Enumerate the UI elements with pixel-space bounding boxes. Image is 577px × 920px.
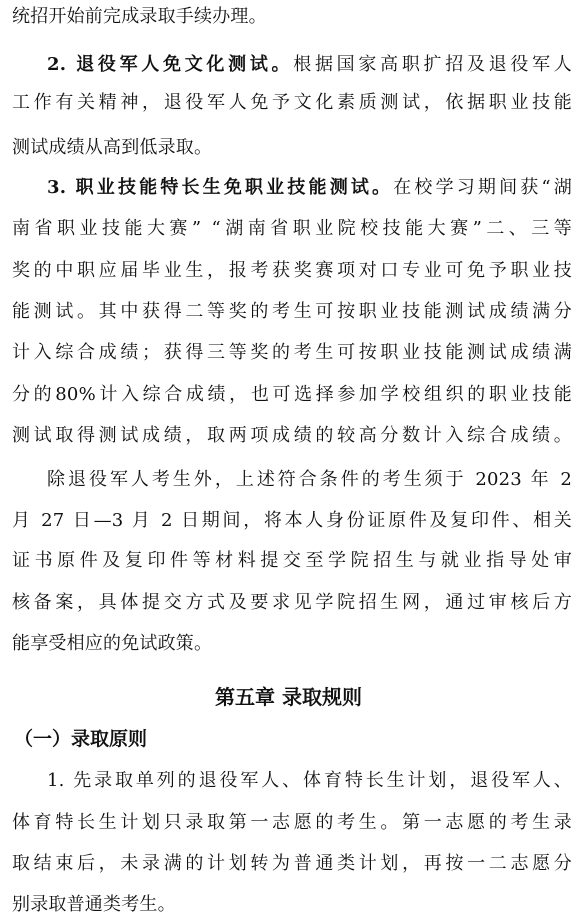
chapter-heading: 第五章 录取规则 <box>215 685 362 709</box>
text-span: 别录取普通类考生。 <box>12 894 176 915</box>
paragraph-line <box>12 90 572 116</box>
paragraph-line <box>47 52 572 78</box>
text-span: 南省职业技能大赛” “湖南省职业院校技能大赛”二、三等 <box>12 218 572 239</box>
text-span: 测试取得测试成绩，取两项成绩的较高分数计入综合成绩。 <box>12 425 572 446</box>
paragraph-line <box>47 467 572 493</box>
paragraph-line <box>12 892 572 918</box>
text-span: 测试成绩从高到低录取。 <box>12 137 213 158</box>
item-title: 3. 职业技能特长生免职业技能测试。 <box>47 177 394 198</box>
paragraph-line <box>12 631 572 657</box>
text-span: 奖的中职应届毕业生，报考获奖赛项对口专业可免予职业技 <box>12 260 572 281</box>
text-span: 取结束后，未录满的计划转为普通类计划，再按一二志愿分 <box>12 853 572 874</box>
text-span: 核备案，具体提交方式及要求见学院招生网，通过审核后方 <box>12 592 572 613</box>
paragraph-line <box>12 258 572 284</box>
paragraph-line <box>12 299 572 325</box>
paragraph-line <box>12 851 572 877</box>
paragraph-line <box>12 508 572 534</box>
text-span: 分的80%计入综合成绩，也可选择参加学校组织的职业技能 <box>12 384 572 405</box>
paragraph-line <box>12 810 572 836</box>
paragraph-line <box>12 382 572 408</box>
section-heading: （一）录取原则 <box>14 728 148 750</box>
item-title: 2. 退役军人免文化测试。 <box>47 54 294 75</box>
text-span: 工作有关精神，退役军人免予文化素质测试，依据职业技能 <box>12 92 572 113</box>
text-span: 体育特长生计划只录取第一志愿的考生。第一志愿的考生录 <box>12 812 572 833</box>
paragraph-line <box>12 340 572 366</box>
text-span: 计入综合成绩；获得三等奖的考生可按职业技能测试成绩满 <box>12 342 572 363</box>
paragraph-line <box>12 548 572 574</box>
text-span: 能测试。其中获得二等奖的考生可按职业技能测试成绩满分 <box>12 301 572 322</box>
paragraph-line <box>12 423 572 449</box>
text-span: 在校学习期间获“湖 <box>393 177 572 198</box>
paragraph-line <box>47 768 572 794</box>
paragraph-line <box>12 4 572 30</box>
text-span: 月 27 日—3 月 2 日期间，将本人身份证原件及复印件、相关 <box>12 510 572 531</box>
paragraph-line <box>12 135 572 161</box>
text-span: 统招开始前完成录取手续办理。 <box>12 6 267 27</box>
paragraph-line <box>47 175 572 201</box>
paragraph-line <box>12 590 572 616</box>
text-span: 能享受相应的免试政策。 <box>12 633 213 654</box>
text-span: 证书原件及复印件等材料提交至学院招生与就业指导处审 <box>12 550 572 571</box>
text-span: 除退役军人考生外，上述符合条件的考生须于 2023 年 2 <box>47 469 572 490</box>
paragraph-line <box>12 216 572 242</box>
text-span: 1. 先录取单列的退役军人、体育特长生计划，退役军人、 <box>47 770 572 791</box>
text-span: 根据国家高职扩招及退役军人 <box>293 54 572 75</box>
